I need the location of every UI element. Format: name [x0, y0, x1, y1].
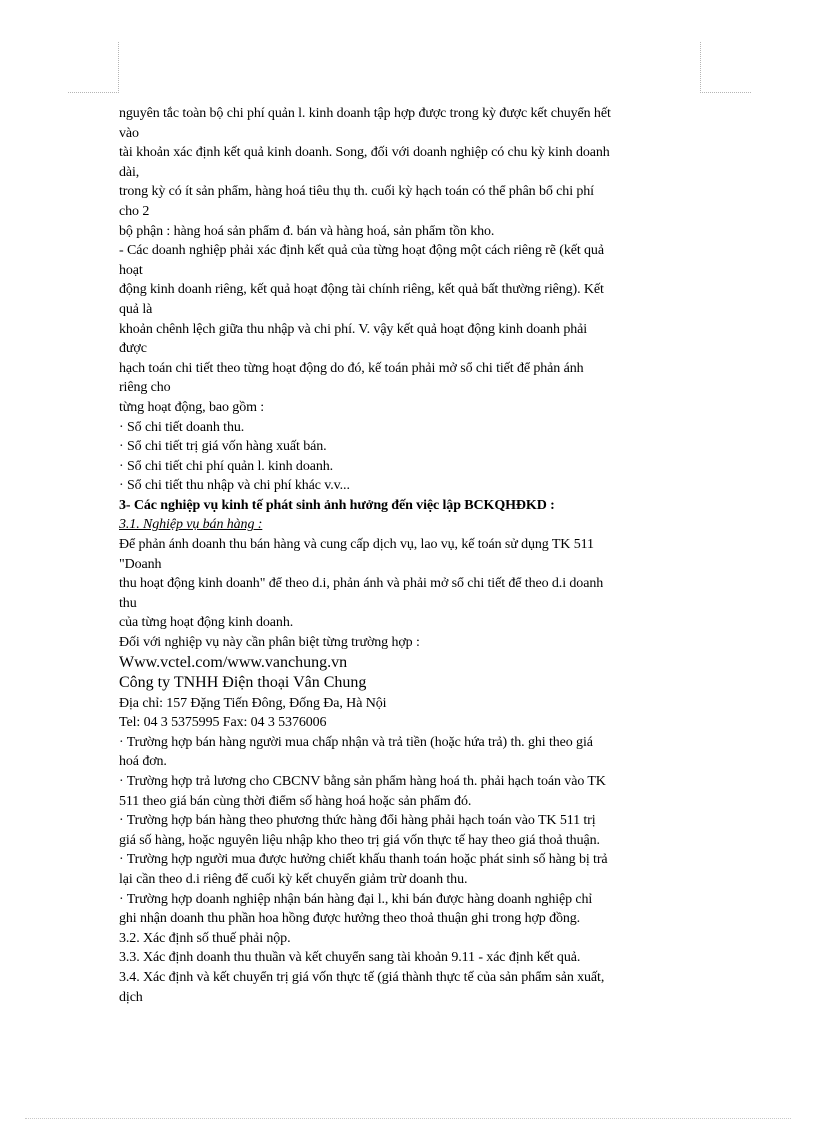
text-line: riêng cho: [119, 380, 171, 396]
text-line: - Các doanh nghiệp phải xác định kết quả của từng hoạt động một cách riêng rẽ (kết quả: [119, 243, 604, 259]
company-address: Địa chỉ: 157 Đặng Tiến Đông, Đống Đa, Hà Nội: [119, 695, 387, 711]
margin-corner-mark-left: [68, 42, 119, 93]
text-line: quả là: [119, 301, 153, 317]
margin-corner-mark-right: [700, 42, 751, 93]
text-line: 3.3. Xác định doanh thu thuần và kết chuyển sang tài khoản 9.11 - xác định kết quả.: [119, 950, 581, 966]
text-line: nguyên tắc toàn bộ chi phí quản l. kinh doanh tập hợp được trong kỳ được kết chuyển hết: [119, 106, 611, 121]
text-line: trong kỳ có ít sản phẩm, hàng hoá tiêu thụ th. cuối kỳ hạch toán có thể phân bổ chi phí: [119, 184, 594, 200]
text-line: 511 theo giá bán cùng thời điểm số hàng hoá hoặc sản phẩm đó.: [119, 793, 472, 809]
list-item: · Trường hợp bán hàng theo phương thức hàng đổi hàng phải hạch toán vào TK 511 trị: [119, 813, 596, 829]
text-line: Để phản ánh doanh thu bán hàng và cung cấp dịch vụ, lao vụ, kế toán sử dụng TK 511: [119, 537, 594, 553]
company-name: Công ty TNHH Điện thoại Vân Chung: [119, 674, 367, 692]
company-phone: Tel: 04 3 5375995 Fax: 04 3 5376006: [119, 715, 327, 731]
text-line: dịch: [119, 989, 143, 1005]
text-line: 3.2. Xác định số thuế phải nộp.: [119, 930, 291, 946]
list-item: · Sổ chi tiết doanh thu.: [119, 419, 245, 435]
text-line: ghi nhận doanh thu phần hoa hồng được hưởng theo thoả thuận ghi trong hợp đồng.: [119, 911, 581, 927]
body-text: [119, 104, 699, 1007]
text-line: hạch toán chi tiết theo từng hoạt động do đó, kế toán phải mở sổ chi tiết để phản ánh: [119, 360, 584, 376]
text-line: khoản chênh lệch giữa thu nhập và chi phí. V. vậy kết quả hoạt động kinh doanh phải: [119, 321, 588, 337]
text-line: cho 2: [119, 203, 150, 219]
text-line: lại cần theo d.i riêng để cuối kỳ kết chuyển giảm trừ doanh thu.: [119, 871, 468, 887]
text-line: tài khoản xác định kết quả kinh doanh. Song, đối với doanh nghiệp có chu kỳ kinh doanh: [119, 145, 610, 161]
text-line: động kinh doanh riêng, kết quả hoạt động tài chính riêng, kết quả bất thường riêng). Kết: [119, 282, 604, 298]
text-line: "Doanh: [119, 556, 162, 572]
text-line: của từng hoạt động kinh doanh.: [119, 615, 294, 631]
section-heading: 3- Các nghiệp vụ kinh tế phát sinh ảnh hưởng đến việc lập BCKQHĐKD :: [119, 497, 555, 513]
text-line: dài,: [119, 164, 140, 180]
company-website: Www.vctel.com/www.vanchung.vn: [119, 653, 348, 671]
text-line: vào: [119, 125, 139, 141]
text-line: thu hoạt động kinh doanh" để theo d.i, phản ánh và phải mở sổ chi tiết để theo d.i doanh: [119, 576, 604, 592]
list-item: · Trường hợp doanh nghiệp nhận bán hàng đại l., khi bán được hàng doanh nghiệp chỉ: [119, 891, 593, 907]
text-line: từng hoạt động, bao gồm :: [119, 399, 265, 415]
text-line: hoạt: [119, 262, 143, 278]
text-line: 3.4. Xác định và kết chuyển trị giá vốn thực tế (giá thành thực tế của sản phẩm sản xuất,: [119, 969, 605, 985]
list-item: · Sổ chi tiết trị giá vốn hàng xuất bán.: [119, 439, 327, 455]
text-line: thu: [119, 595, 137, 611]
text-line: hoá đơn.: [119, 754, 167, 770]
list-item: · Sổ chi tiết thu nhập và chi phí khác v.v...: [119, 478, 350, 494]
list-item: · Trường hợp trả lương cho CBCNV bằng sản phẩm hàng hoá th. phải hạch toán vào TK: [119, 774, 606, 789]
list-item: · Trường hợp bán hàng người mua chấp nhận và trả tiền (hoặc hứa trả) th. ghi theo giá: [119, 734, 593, 750]
list-item: · Trường hợp người mua được hưởng chiết khấu thanh toán hoặc phát sinh số hàng bị trả: [119, 852, 608, 868]
text-line: được: [119, 341, 147, 357]
text-line: bộ phận : hàng hoá sản phẩm đ. bán và hàng hoá, sản phẩm tồn kho.: [119, 223, 495, 239]
page-bottom-rule: [25, 1118, 791, 1119]
text-line: giá số hàng, hoặc nguyên liệu nhập kho theo trị giá vốn thực tế hay theo giá thoả thuận.: [119, 832, 600, 848]
text-line: Đối với nghiệp vụ này cần phân biệt từng trường hợp :: [119, 635, 420, 651]
subsection-heading: 3.1. Nghiệp vụ bán hàng :: [119, 517, 263, 533]
list-item: · Sổ chi tiết chi phí quản l. kinh doanh.: [119, 458, 334, 474]
